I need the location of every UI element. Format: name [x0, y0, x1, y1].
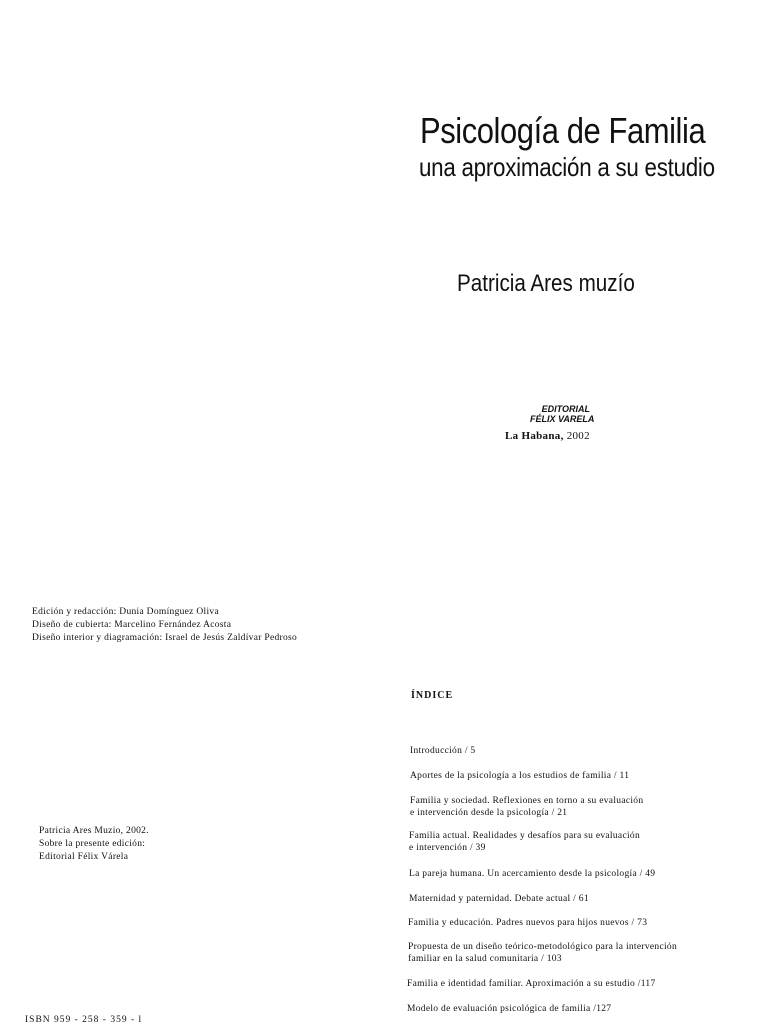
- publisher-logo: [530, 404, 595, 424]
- publisher-logo-line2: FÉLIX VARELA: [530, 414, 595, 424]
- index-heading: ÍNDICE: [411, 690, 454, 701]
- publication-city: La Habana,: [505, 430, 564, 442]
- copyright-line: Editorial Félix Várela: [39, 852, 129, 862]
- author-name: Patricia Ares muzío: [457, 270, 635, 297]
- toc-entry: [409, 830, 640, 854]
- copyright-line: Patricia Ares Muzio, 2002.: [39, 826, 149, 836]
- toc-entry-line: Familia e identidad familiar. Aproximación a su estudio /117: [407, 979, 656, 989]
- toc-entry-line: Propuesta de un diseño teórico-metodológico para la intervención: [408, 942, 678, 952]
- toc-entry-line: Familia y educación. Padres nuevos para hijos nuevos / 73: [408, 918, 648, 928]
- credits-block: [32, 606, 297, 645]
- publication-year: 2002: [566, 430, 590, 442]
- toc-entry-line: Familia y sociedad. Reflexiones en torno a su evaluación: [410, 796, 644, 806]
- credit-line: Diseño de cubierta: Marcelino Fernández Acosta: [32, 620, 232, 630]
- toc-entry-line: e intervención / 39: [409, 843, 486, 853]
- toc-entry-line: Maternidad y paternidad. Debate actual / 61: [409, 894, 589, 904]
- copyright-line: Sobre la presente edición:: [39, 839, 146, 849]
- toc-entry: [407, 1003, 611, 1015]
- toc-entry: [409, 893, 589, 905]
- publication-place: [505, 430, 590, 442]
- toc-entry-line: Introducción / 5: [410, 746, 476, 756]
- copyright-block: [39, 825, 149, 864]
- credit-line: Edición y redacción: Dunia Domínguez Oliva: [32, 607, 219, 617]
- toc-entry-line: e intervención desde la psicología / 21: [410, 808, 568, 818]
- toc-entry: [407, 978, 656, 990]
- credit-line: Diseño interior y diagramación: Israel de Jesús Zaldívar Pedroso: [32, 633, 298, 643]
- toc-entry: [410, 745, 475, 757]
- book-title: Psicología de Familia: [420, 110, 706, 151]
- isbn: ISBN 959 - 258 - 359 - l: [25, 1015, 143, 1025]
- toc-entry-line: Aportes de la psicología a los estudios de familia / 11: [410, 771, 630, 781]
- publisher-logo-line1: EDITORIAL: [541, 404, 590, 414]
- book-subtitle: una aproximación a su estudio: [419, 152, 715, 182]
- toc-entry: [408, 917, 647, 929]
- toc-entry: [408, 941, 677, 965]
- toc-entry-line: Modelo de evaluación psicológica de familia /127: [407, 1004, 612, 1014]
- toc-entry-line: La pareja humana. Un acercamiento desde la psicología / 49: [409, 869, 656, 879]
- toc-entry: [409, 868, 655, 880]
- toc-entry-line: Familia actual. Realidades y desafíos para su evaluación: [409, 831, 640, 841]
- toc-entry: [410, 795, 643, 819]
- toc-entry-line: familiar en la salud comunitaria / 103: [408, 954, 562, 964]
- toc-entry: [410, 770, 629, 782]
